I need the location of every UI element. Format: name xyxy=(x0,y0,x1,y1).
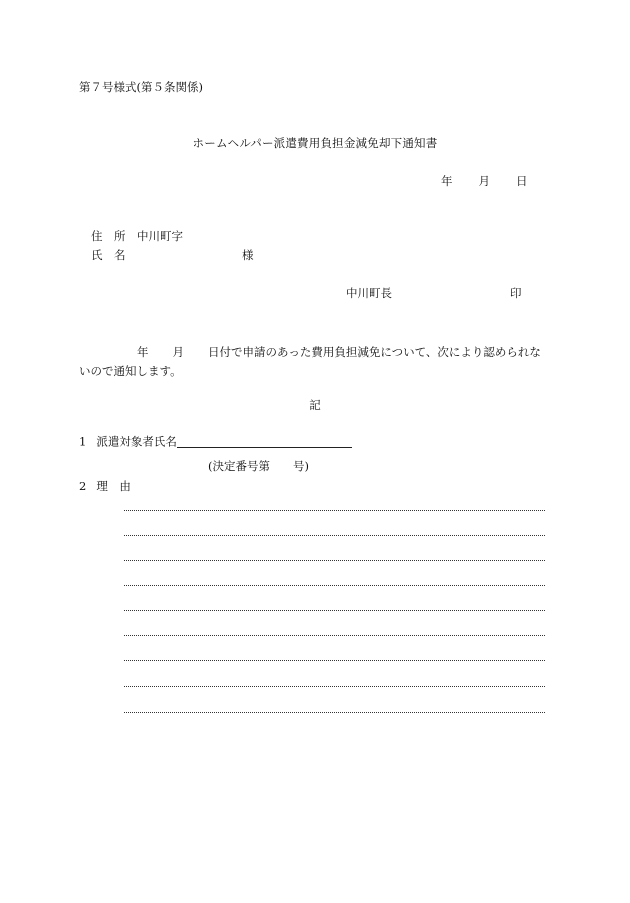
reason-line xyxy=(124,560,545,561)
date-month: 月 xyxy=(478,174,490,188)
reason-line xyxy=(124,712,545,713)
honorific: 様 xyxy=(242,248,254,262)
reason-line xyxy=(124,660,545,661)
item-1 xyxy=(79,435,352,448)
item-1-label: 派遣対象者氏名 xyxy=(96,434,177,449)
item-2-label: 理 由 xyxy=(96,479,131,493)
reason-line xyxy=(124,610,545,611)
seal-mark: 印 xyxy=(510,286,522,300)
address-label: 住 所 xyxy=(91,229,126,243)
recipient-address xyxy=(91,231,183,243)
date-year: 年 xyxy=(441,174,453,188)
sender-title: 中川町長 xyxy=(346,286,392,300)
item-2 xyxy=(79,481,131,493)
reason-line xyxy=(124,510,545,511)
address-value: 中川町字 xyxy=(137,229,183,243)
reason-line xyxy=(124,535,545,536)
name-underline xyxy=(177,435,352,448)
item-2-number: 2 xyxy=(79,479,87,493)
name-label: 氏 名 xyxy=(91,248,126,262)
recipient-name xyxy=(91,250,137,262)
reason-line xyxy=(124,585,545,586)
body-month: 月 xyxy=(172,345,184,359)
decision-number: (決定番号第 号) xyxy=(208,459,309,473)
reason-line xyxy=(124,635,545,636)
item-1-number: 1 xyxy=(79,434,87,449)
body-year: 年 xyxy=(137,345,149,359)
reason-line xyxy=(124,686,545,687)
document-title: ホームヘルパー派遣費用負担金減免却下通知書 xyxy=(192,136,438,150)
body-paragraph xyxy=(79,343,551,381)
body-text: 日付で申請のあった費用負担減免について、次により認められないので通知します。 xyxy=(79,345,541,378)
date-day: 日 xyxy=(516,174,528,188)
issue-date xyxy=(441,176,528,188)
form-number: 第７号様式(第５条関係) xyxy=(79,80,203,94)
ki-heading: 記 xyxy=(309,398,321,412)
